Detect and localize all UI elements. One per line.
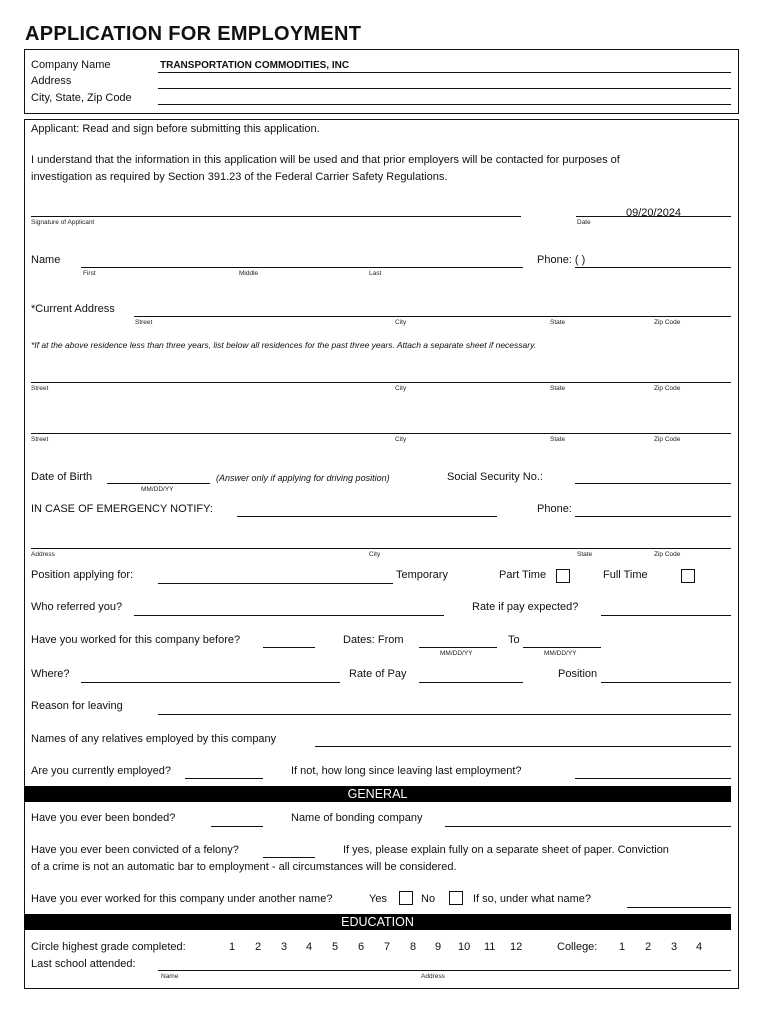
grade-option-10[interactable]: 10 [458, 941, 471, 953]
dob-label: Date of Birth [31, 471, 93, 483]
date-value: 09/20/2024 [626, 207, 682, 219]
grade-option-8[interactable]: 8 [410, 941, 417, 953]
grade-option-1[interactable]: 1 [229, 941, 236, 953]
highest-grade-label: Circle highest grade completed: [31, 941, 186, 953]
previous-address-line-1[interactable] [31, 382, 731, 383]
referral-line[interactable] [134, 615, 444, 616]
name-middle-caption: Middle [239, 270, 259, 277]
current-zip-caption: Zip Code [654, 319, 681, 326]
bonding-company-label: Name of bonding company [291, 812, 423, 824]
no-label: No [421, 893, 436, 905]
emergency-city-caption: City [369, 551, 381, 558]
since-leaving-line[interactable] [575, 778, 731, 779]
prior-position-label: Position [558, 668, 598, 680]
grade-option-2[interactable]: 2 [255, 941, 262, 953]
emergency-zip-caption: Zip Code [654, 551, 681, 558]
ssn-label: Social Security No.: [447, 471, 543, 483]
prev2-zip-caption: Zip Code [654, 436, 681, 443]
intro-line-1: Applicant: Read and sign before submitting this application. [31, 123, 320, 135]
position-label: Position applying for: [31, 569, 134, 581]
name-label: Name [31, 254, 61, 266]
last-school-label: Last school attended: [31, 958, 136, 970]
intro-line-3: investigation as required by Section 391.23 of the Federal Carrier Safety Regulations. [31, 171, 448, 183]
bonded-line[interactable] [211, 826, 263, 827]
application-form-box [24, 119, 739, 989]
prev1-zip-caption: Zip Code [654, 385, 681, 392]
dates-from-label: Dates: From [343, 634, 404, 646]
college-year-option-2[interactable]: 2 [645, 941, 652, 953]
dob-line[interactable] [107, 483, 210, 484]
dates-from-line[interactable] [419, 647, 497, 648]
full-time-checkbox[interactable] [681, 569, 695, 583]
phone-label: Phone: ( ) [537, 254, 586, 266]
under-what-name-label: If so, under what name? [473, 893, 592, 905]
grade-option-11[interactable]: 11 [484, 941, 496, 953]
relatives-line[interactable] [315, 746, 731, 747]
prev2-street-caption: Street [31, 436, 49, 443]
dob-format-caption: MM/DD/YY [141, 486, 174, 493]
reason-leaving-line[interactable] [158, 714, 731, 715]
felony-label: Have you ever been convicted of a felony? [31, 844, 239, 856]
current-state-caption: State [550, 319, 566, 326]
position-line[interactable] [158, 583, 393, 584]
currently-employed-line[interactable] [185, 778, 263, 779]
bonded-label: Have you ever been bonded? [31, 812, 176, 824]
grade-option-3[interactable]: 3 [281, 941, 288, 953]
other-name-label: Have you ever worked for this company under another name? [31, 893, 333, 905]
rate-expected-label: Rate if pay expected? [472, 601, 579, 613]
reason-leaving-label: Reason for leaving [31, 700, 123, 712]
temporary-label: Temporary [396, 569, 448, 581]
name-line[interactable] [81, 267, 523, 268]
rate-expected-line[interactable] [601, 615, 731, 616]
current-address-label: *Current Address [31, 303, 115, 315]
emergency-address-line[interactable] [31, 548, 731, 549]
company-name-value: TRANSPORTATION COMMODITIES, INC [160, 60, 350, 71]
company-csz-line[interactable] [158, 104, 731, 105]
grade-option-5[interactable]: 5 [332, 941, 339, 953]
yes-checkbox[interactable] [399, 891, 413, 905]
referral-label: Who referred you? [31, 601, 123, 613]
college-year-option-4[interactable]: 4 [696, 941, 703, 953]
residence-note: *If at the above residence less than three years, list below all residences for the past three years. Attach a separate sheet if necessary. [31, 340, 537, 350]
dates-from-format: MM/DD/YY [440, 650, 473, 657]
grade-option-4[interactable]: 4 [306, 941, 313, 953]
company-name-line [158, 72, 731, 73]
intro-line-2: I understand that the information in this application will be used and that prior employers will be contacted for purposes of [31, 154, 620, 166]
dates-to-label: To [508, 634, 520, 646]
prev2-city-caption: City [395, 436, 407, 443]
prior-position-line[interactable] [601, 682, 731, 683]
signature-line[interactable] [31, 216, 521, 217]
grade-option-6[interactable]: 6 [358, 941, 365, 953]
general-section-header: GENERAL [24, 786, 731, 802]
rate-of-pay-label: Rate of Pay [349, 668, 407, 680]
prev1-city-caption: City [395, 385, 407, 392]
where-label: Where? [31, 668, 70, 680]
bonding-company-line[interactable] [445, 826, 731, 827]
full-time-label: Full Time [603, 569, 648, 581]
rate-of-pay-line[interactable] [419, 682, 523, 683]
grade-option-12[interactable]: 12 [510, 941, 523, 953]
part-time-checkbox[interactable] [556, 569, 570, 583]
part-time-label: Part Time [499, 569, 547, 581]
worked-before-label: Have you worked for this company before? [31, 634, 241, 646]
worked-before-line[interactable] [263, 647, 315, 648]
name-first-caption: First [83, 270, 96, 277]
emergency-address-caption: Address [31, 551, 55, 558]
dates-to-format: MM/DD/YY [544, 650, 577, 657]
emergency-state-caption: State [577, 551, 593, 558]
college-label: College: [557, 941, 598, 953]
name-last-caption: Last [369, 270, 382, 277]
signature-caption: Signature of Applicant [31, 219, 95, 226]
felony-line[interactable] [263, 857, 315, 858]
school-address-caption: Address [421, 973, 445, 980]
dob-note: (Answer only if applying for driving position) [216, 473, 390, 483]
emergency-label: IN CASE OF EMERGENCY NOTIFY: [31, 503, 213, 515]
education-section-header: EDUCATION [24, 914, 731, 930]
dates-to-line[interactable] [523, 647, 601, 648]
currently-employed-label: Are you currently employed? [31, 765, 172, 777]
emergency-phone-line[interactable] [575, 516, 731, 517]
emergency-phone-label: Phone: [537, 503, 572, 515]
current-city-caption: City [395, 319, 407, 326]
other-name-line[interactable] [627, 907, 731, 908]
grade-option-7[interactable]: 7 [384, 941, 391, 953]
prev1-street-caption: Street [31, 385, 49, 392]
current-street-caption: Street [135, 319, 153, 326]
previous-address-line-2[interactable] [31, 433, 731, 434]
college-year-option-1[interactable]: 1 [619, 941, 626, 953]
company-csz-label: City, State, Zip Code [31, 92, 132, 104]
felony-explain: If yes, please explain fully on a separate sheet of paper. Conviction [343, 844, 669, 856]
prev1-state-caption: State [550, 385, 566, 392]
company-name-label: Company Name [31, 59, 111, 71]
last-school-line[interactable] [158, 970, 731, 971]
where-line[interactable] [81, 682, 340, 683]
ssn-line[interactable] [575, 483, 731, 484]
emergency-line[interactable] [237, 516, 497, 517]
college-year-option-3[interactable]: 3 [671, 941, 678, 953]
no-checkbox[interactable] [449, 891, 463, 905]
date-caption: Date [577, 219, 591, 226]
felony-explain-line-2: of a crime is not an automatic bar to employment - all circumstances will be considered. [31, 861, 457, 873]
grade-option-9[interactable]: 9 [435, 941, 442, 953]
since-leaving-label: If not, how long since leaving last employment? [291, 765, 522, 777]
current-address-line[interactable] [134, 316, 731, 317]
relatives-label: Names of any relatives employed by this company [31, 733, 277, 745]
phone-line[interactable] [575, 267, 731, 268]
yes-label: Yes [369, 893, 387, 905]
school-name-caption: Name [161, 973, 179, 980]
company-address-label: Address [31, 75, 72, 87]
prev2-state-caption: State [550, 436, 566, 443]
page-title: APPLICATION FOR EMPLOYMENT [25, 23, 362, 45]
date-line[interactable] [576, 216, 731, 217]
company-address-line[interactable] [158, 88, 731, 89]
